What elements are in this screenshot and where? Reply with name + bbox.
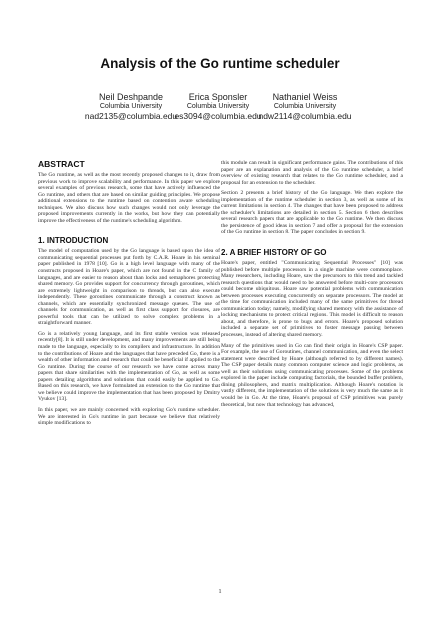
- author-name: Erica Sponsler: [188, 92, 248, 102]
- paragraph: this module can result in significant performance gains. The contributions of this paper are an explanation and analysis of the Go runtime scheduler, a brief overview of existing research that relates to the Go runtime scheduler, and a proposal for an extension to the scheduler.: [221, 160, 403, 186]
- author-email: es3094@columbia.edu: [174, 111, 262, 121]
- author-email: nad2135@columbia.edu: [84, 111, 178, 121]
- right-column: [221, 160, 403, 412]
- paper-title: Analysis of the Go runtime scheduler: [100, 56, 340, 71]
- author-name: Neil Deshpande: [98, 92, 164, 102]
- author-affiliation: Columbia University: [273, 103, 337, 110]
- author-list: [0, 92, 440, 132]
- author-name: Nathaniel Weiss: [272, 92, 338, 102]
- section-heading-history: 2. A BRIEF HISTORY OF GO: [221, 248, 327, 258]
- author-3: [240, 92, 370, 121]
- left-column: [38, 160, 220, 431]
- abstract-text: The Go runtime, as well as the most recently proposed changes to it, draw from previous work to improve scalability and performance. In this paper we explore several examples of previous research, some that have actively influenced the Go runtime, and others that are based on similar guiding principles. We propose additional extensions to the runtime based on contention aware scheduling techniques. We also discuss how such changes would not only leverage the proposed improvements currently in the works, but how they can potentially improve the effectiveness of the runtime's scheduling algorithm.: [38, 172, 220, 224]
- paragraph: Many of the primitives used in Go can find their origin in Hoare's CSP paper. For example, the use of Goroutines, channel communication, and even the select statement were described by Hoare (although referred to by different names). The CSP paper details many common computer science and logic problems, as well as their solutions using communicating processes. Some of the problems explored in the paper include computing factorials, the bounded buffer problem, dining philosophers, and matrix multiplication. Although Hoare's notation is vastly different, the implementation of the solutions is very much the same as it would be in Go. At the time, Hoare's proposal of CSP primitives was purely theoretical, but now that technology has advanced,: [221, 342, 403, 408]
- page-number: 1: [218, 588, 222, 595]
- author-affiliation: Columbia University: [99, 103, 163, 110]
- abstract-heading: ABSTRACT: [38, 159, 85, 169]
- paragraph: Go is a relatively young language, and its first stable version was released recently[8]. It is still under development, and many improvements are still being made to the language, especially to its compilers and infrastructure. In addition to the contributions of Hoare and the languages that have preceded Go, there is a wealth of other information and research that could be beneficial if applied to the Go runtime. During the course of our research we have come across many papers that share similarities with the implementation of Go, as well as some papers detailing algorithms and solutions that could easily be applied to Go. Based on this research, we have formulated an extension to the Go runtime that we believe could improve the implementation that has been proposed by Dmitry Vyukov [13].: [38, 330, 220, 403]
- paragraph: The model of computation used by the Go language is based upon the idea of communicating sequential processes put forth by C.A.R. Hoare in his seminal paper published in 1978 [10]. Go is a high level language with many of the constructs proposed in Hoare's paper, which are not found in the C family of languages, and are easier to reason about than locks and semaphores protecting shared memory. Go provides support for concurrency through goroutines, which are extremely lightweight in comparison to threads, but can also execute independently. These goroutines communicate through a construct known as channels, which are essentially synchronized message queues. The use of channels for communication, as well as first class support for closures, are powerful tools that can be utilized to solve complex problems in a straightforward manner.: [38, 248, 220, 327]
- paragraph: Section 2 presents a brief history of the Go language. We then explore the implementation of the runtime scheduler in section 3, as well as some of its current limitations in section 4. The changes that have been proposed to address the scheduler's limitations are detailed in section 5. Section 6 then describes several research papers that are applicable to the Go runtime. We then discuss the persistence of good ideas in section 7 and offer a proposal for the extension of the Go runtime in section 8. The paper concludes in section 9.: [221, 190, 403, 236]
- paragraph: Hoare's paper, entitled "Communicating Sequential Processes" [10] was published before multiple processors in a single machine were commonplace. Many researchers, including Hoare, saw the precursors to this trend and tackled research questions that would need to be answered before multi-core processors could become ubiquitous. Hoare saw potential problems with communication between processes executing concurrently on separate processors. The model at the time for communication included many of the same primitives for thread communication today; namely, modifying shared memory with the assistance of locking mechanisms to protect critical regions. This model is difficult to reason about, and therefore, is prone to bugs and errors. Hoare's proposed solution included a separate set of primitives to foster message passing between processes, instead of altering shared memory.: [221, 260, 403, 339]
- section-heading-introduction: 1. INTRODUCTION: [38, 236, 109, 246]
- paragraph: In this paper, we are mainly concerned with exploring Go's runtime scheduler. We are interested in Go's runtime in part because we believe that relatively simple modifications to: [38, 406, 220, 427]
- author-email: ndw2114@columbia.edu: [258, 111, 352, 121]
- author-affiliation: Columbia University: [186, 103, 250, 110]
